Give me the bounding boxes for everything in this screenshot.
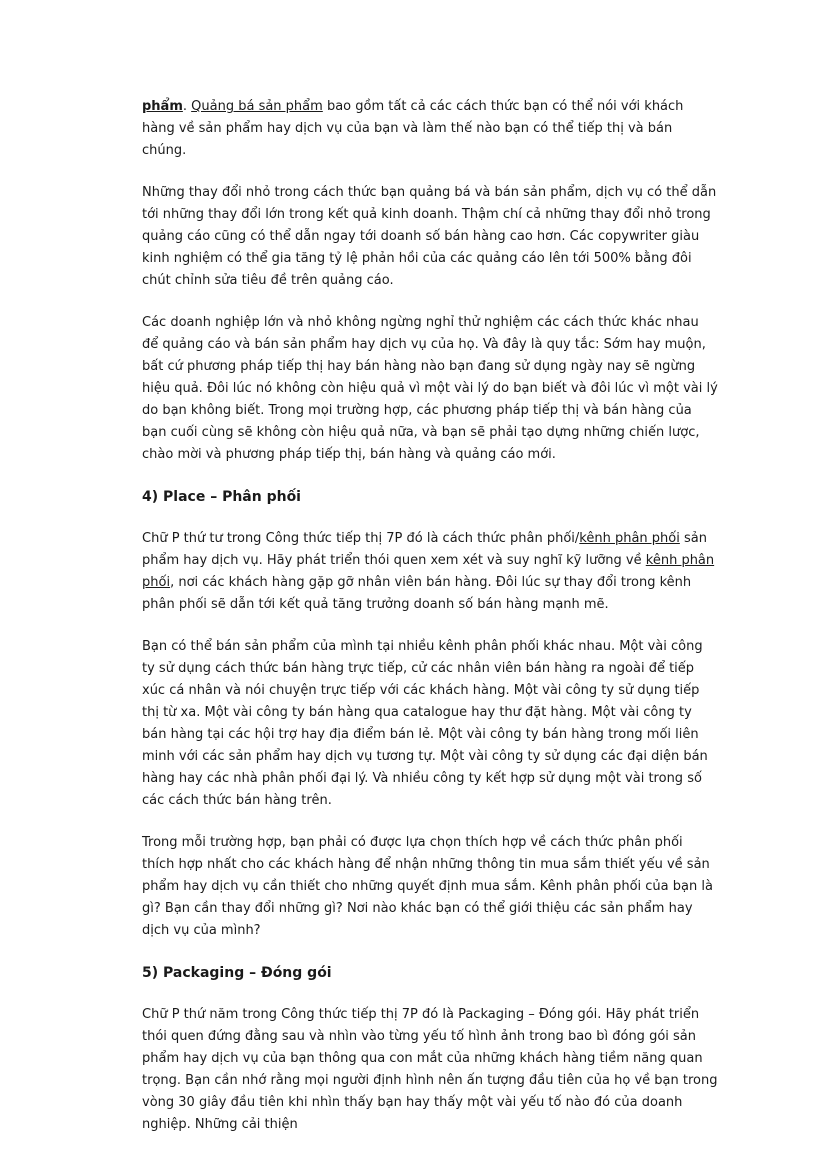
paragraph-channel-choice: Trong mỗi trường hợp, bạn phải có được lựa chọn thích hợp về cách thức phân phối thích hợp nhất cho các khách hàng để nhận những thông tin mua sắm thiết yếu về sản phẩm hay dịch vụ cần thiết cho những quyết định mua sắm. Kênh phân phối của bạn là gì? Bạn cần thay đổi những gì? Nơi nào khác bạn có thể giới thiệu các sản phẩm hay dịch vụ của mình? xyxy=(142,835,713,938)
paragraph-text: Chữ P thứ tư trong Công thức tiếp thị 7P đó là cách thức phân phối/ xyxy=(142,531,580,546)
document-page xyxy=(142,96,718,1156)
paragraph-text: bao gồm tất cả các cách thức bạn có thể nói với khách hàng về sản phẩm hay dịch vụ của bạn và làm thế nào bạn có thể tiếp thị và bán chúng. xyxy=(142,99,684,158)
paragraph-small-changes: Những thay đổi nhỏ trong cách thức bạn quảng bá và bán sản phẩm, dịch vụ có thể dẫn tới những thay đổi lớn trong kết quả kinh doanh. Thậm chí cả những thay đổi nhỏ trong quảng cáo cũng có thể dẫn ngay tới doanh số bán hàng cao hơn. Các copywriter giàu kinh nghiệm có thể gia tăng tỷ lệ phản hồi của các quảng cáo lên tới 500% bằng đôi chút chỉnh sửa tiêu đề trên quảng cáo. xyxy=(142,185,717,288)
link-promotion[interactable]: Quảng bá sản phẩm xyxy=(191,99,323,114)
heading-place: 4) Place – Phân phối xyxy=(142,489,301,505)
link-product[interactable]: phẩm xyxy=(142,99,183,114)
paragraph-text: sản phẩm hay dịch vụ. Hãy phát triển thói quen xem xét và suy nghĩ kỹ lưỡng về xyxy=(142,531,707,568)
separator-text: . xyxy=(182,99,192,114)
paragraph-distribution-channels: Bạn có thể bán sản phẩm của mình tại nhiều kênh phân phối khác nhau. Một vài công ty sử dụng cách thức bán hàng trực tiếp, cử các nhân viên bán hàng ra ngoài để tiếp xúc cá nhân và nói chuyện trực tiếp với các khách hàng. Một vài công ty sử dụng tiếp thị từ xa. Một vài công ty bán hàng qua catalogue hay thư đặt hàng. Một vài công ty bán hàng tại các hội trợ hay địa điểm bán lẻ. Một vài công ty bán hàng trong mối liên minh với các sản phẩm hay dịch vụ tương tự. Một vài công ty sử dụng các đại diện bán hàng hay các nhà phân phối đại lý. Và nhiều công ty kết hợp sử dụng một vài trong số các cách thức bán hàng trên. xyxy=(142,639,708,808)
link-distribution-channel-2[interactable]: kênh phân phối xyxy=(142,553,715,590)
link-distribution-channel-1[interactable]: kênh phân phối xyxy=(579,531,680,546)
paragraph-place-intro xyxy=(142,528,718,616)
paragraph-promotion-intro xyxy=(142,96,718,162)
paragraph-text: , nơi các khách hàng gặp gỡ nhân viên bán hàng. Đôi lúc sự thay đổi trong kênh phân phối sẽ dẫn tới kết quả tăng trưởng doanh số bán hàng mạnh mẽ. xyxy=(142,575,692,612)
heading-packaging: 5) Packaging – Đóng gói xyxy=(142,965,332,981)
paragraph-testing-methods: Các doanh nghiệp lớn và nhỏ không ngừng nghỉ thử nghiệm các cách thức khác nhau để quảng cáo và bán sản phẩm hay dịch vụ của họ. Và đây là quy tắc: Sớm hay muộn, bất cứ phương pháp tiếp thị hay bán hàng nào bạn đang sử dụng ngày nay sẽ ngừng hiệu quả. Đôi lúc nó không còn hiệu quả vì một vài lý do bạn biết và đôi lúc vì một vài lý do bạn không biết. Trong mọi trường hợp, các phương pháp tiếp thị và bán hàng của bạn cuối cùng sẽ không còn hiệu quả nữa, và bạn sẽ phải tạo dựng những chiến lược, chào mời và phương pháp tiếp thị, bán hàng và quảng cáo mới. xyxy=(142,315,718,462)
paragraph-packaging-intro: Chữ P thứ năm trong Công thức tiếp thị 7P đó là Packaging – Đóng gói. Hãy phát triển thói quen đứng đằng sau và nhìn vào từng yếu tố hình ảnh trong bao bì đóng gói sản phẩm hay dịch vụ của bạn thông qua con mắt của những khách hàng tiềm năng quan trọng. Bạn cần nhớ rằng mọi người định hình nên ấn tượng đầu tiên của họ về bạn trong vòng 30 giây đầu tiên khi nhìn thấy bạn hay thấy một vài yếu tố nào đó của doanh nghiệp. Những cải thiện xyxy=(142,1007,718,1132)
